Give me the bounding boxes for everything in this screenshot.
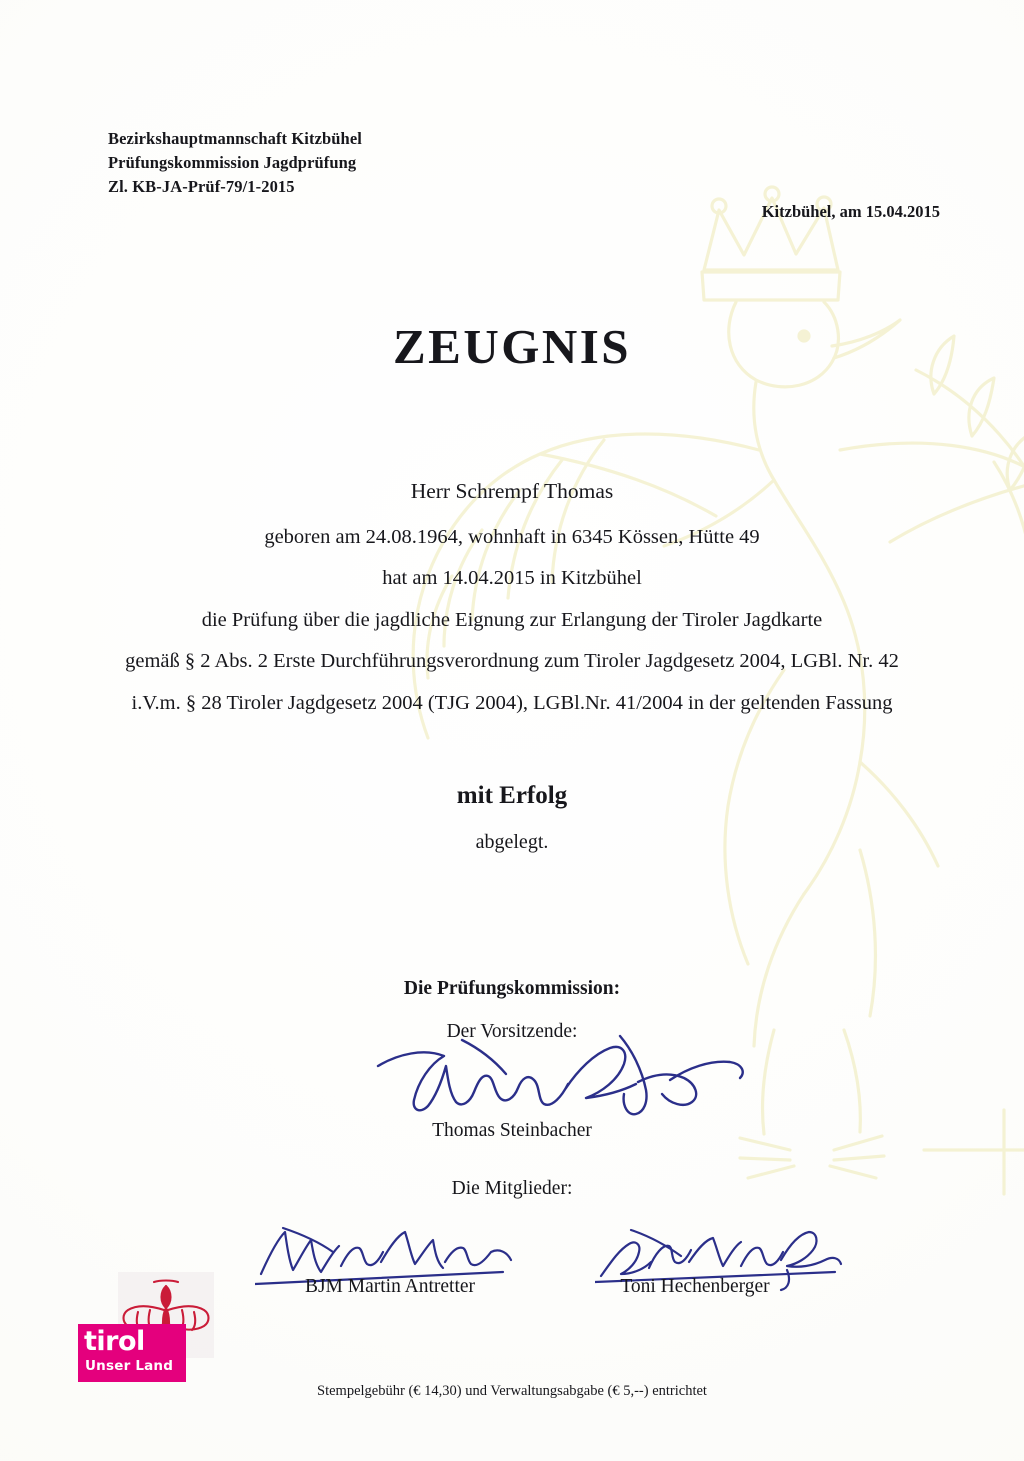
tirol-tagline: Unser Land [85,1358,174,1374]
file-number: Zl. KB-JA-Prüf-79/1-2015 [108,176,295,196]
member1-name: BJM Martin Antretter [304,1276,476,1297]
issuing-authority-header [108,127,362,199]
legal-basis-line-2: i.V.m. § 28 Tiroler Jagdgesetz 2004 (TJG 2004), LGBl.Nr. 41/2004 in der geltenden Fassung [131,691,893,714]
exam-result: mit Erfolg [456,782,568,809]
commission-heading: Die Prüfungskommission: [403,978,621,999]
chairman-name: Thomas Steinbacher [432,1120,592,1141]
authority-line-2: Prüfungskommission Jagdprüfung [108,152,357,172]
recipient-name: Herr Schrempf Thomas [410,479,614,503]
place-and-date: Kitzbühel, am 15.04.2015 [761,202,940,221]
member2-name: Toni Hechenberger [620,1276,770,1297]
authority-line-1: Bezirkshauptmannschaft Kitzbühel [108,129,362,148]
tirol-wordmark: tirol [84,1326,145,1357]
fee-note: Stempelgebühr (€ 14,30) und Verwaltungsabgabe (€ 5,--) entrichtet [317,1383,707,1399]
tirol-logo [78,1272,218,1382]
legal-basis-line-1: gemäß § 2 Abs. 2 Erste Durchführungsverordnung zum Tiroler Jagdgesetz 2004, LGBl. Nr. 42 [125,650,899,672]
document-title: ZEUGNIS [392,319,632,374]
exam-subject: die Prüfung über die jagdliche Eignung zur Erlangung der Tiroler Jagdkarte [201,608,823,631]
certificate-body [0,481,1024,734]
exam-date-and-place: hat am 14.04.2015 in Kitzbühel [382,567,642,589]
birth-and-address: geboren am 24.08.1964, wohnhaft in 6345 Kössen, Hütte 49 [264,525,760,548]
exam-result-suffix: abgelegt. [475,831,549,853]
chairman-label: Der Vorsitzende: [446,1021,578,1042]
members-label: Die Mitglieder: [451,1178,573,1199]
